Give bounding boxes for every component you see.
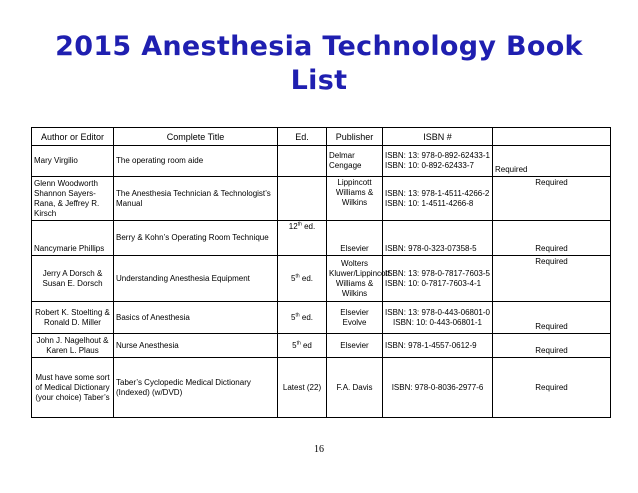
- publisher-cell: Wolters Kluwer/Lippincott Williams & Wilkins: [327, 256, 383, 302]
- header-publisher: Publisher: [327, 128, 383, 146]
- status-cell: Required: [493, 302, 611, 334]
- title-cell: Nurse Anesthesia: [114, 334, 278, 358]
- table-row: [32, 302, 611, 334]
- edition-cell: 5th ed.: [278, 256, 327, 302]
- table-row: [32, 256, 611, 302]
- edition-cell: Latest (22): [278, 358, 327, 418]
- status-cell: Required: [493, 334, 611, 358]
- table-row: [32, 146, 611, 177]
- title-cell: The operating room aide: [114, 146, 278, 177]
- status-cell: Required: [493, 146, 611, 177]
- publisher-cell: Elsevier: [327, 221, 383, 256]
- header-author: Author or Editor: [32, 128, 114, 146]
- publisher-cell: Lippincott Williams & Wilkins: [327, 177, 383, 221]
- header-status: [493, 128, 611, 146]
- table-row: [32, 358, 611, 418]
- edition-cell: [278, 177, 327, 221]
- isbn-cell: ISBN: 978-0-8036-2977-6: [383, 358, 493, 418]
- edition-cell: 12th ed.: [278, 221, 327, 256]
- page-number: 16: [314, 444, 324, 455]
- status-cell: Required: [493, 221, 611, 256]
- title-cell: The Anesthesia Technician & Technologist’s Manual: [114, 177, 278, 221]
- isbn-cell: ISBN: 13: 978-1-4511-4266-2 ISBN: 10: 1-4511-4266-8: [383, 177, 493, 221]
- author-cell: Glenn Woodworth Shannon Sayers-Rana, & Jeffrey R. Kirsch: [32, 177, 114, 221]
- status-cell: Required: [493, 256, 611, 302]
- title-cell: Berry & Kohn’s Operating Room Technique: [114, 221, 278, 256]
- isbn-cell: ISBN: 13: 978-0-892-62433-1 ISBN: 10: 0-892-62433-7: [383, 146, 493, 177]
- edition-cell: 5th ed: [278, 334, 327, 358]
- author-cell: Jerry A Dorsch & Susan E. Dorsch: [32, 256, 114, 302]
- isbn-cell: ISBN: 978-1-4557-0612-9: [383, 334, 493, 358]
- table-header-row: [32, 128, 611, 146]
- edition-cell: 5th ed.: [278, 302, 327, 334]
- status-cell: Required: [493, 177, 611, 221]
- header-title: Complete Title: [114, 128, 278, 146]
- author-cell: Robert K. Stoelting & Ronald D. Miller: [32, 302, 114, 334]
- title-cell: Understanding Anesthesia Equipment: [114, 256, 278, 302]
- isbn-cell: ISBN: 13: 978-0-443-06801-0 ISBN: 10: 0-443-06801-1: [383, 302, 493, 334]
- author-cell: Nancymarie Phillips: [32, 221, 114, 256]
- edition-cell: [278, 146, 327, 177]
- author-cell: Must have some sort of Medical Dictionary (your choice) Taber’s: [32, 358, 114, 418]
- author-cell: John J. Nagelhout & Karen L. Plaus: [32, 334, 114, 358]
- table-row: [32, 221, 611, 256]
- page-title-line-1: 2015 Anesthesia Technology Book: [55, 31, 583, 62]
- header-edition: Ed.: [278, 128, 327, 146]
- publisher-cell: F.A. Davis: [327, 358, 383, 418]
- title-cell: Taber’s Cyclopedic Medical Dictionary (Indexed) (w/DVD): [114, 358, 278, 418]
- publisher-cell: Elsevier Evolve: [327, 302, 383, 334]
- publisher-cell: Delmar Cengage: [327, 146, 383, 177]
- page-title-line-2: List: [290, 65, 348, 96]
- header-isbn: ISBN #: [383, 128, 493, 146]
- author-cell: Mary Virgilio: [32, 146, 114, 177]
- table-row: [32, 334, 611, 358]
- table-row: [32, 177, 611, 221]
- publisher-cell: Elsevier: [327, 334, 383, 358]
- status-cell: Required: [493, 358, 611, 418]
- book-list-table: [31, 127, 611, 418]
- isbn-cell: ISBN: 13: 978-0-7817-7603-5 ISBN: 10: 0-7817-7603-4-1: [383, 256, 493, 302]
- isbn-cell: ISBN: 978-0-323-07358-5: [383, 221, 493, 256]
- title-cell: Basics of Anesthesia: [114, 302, 278, 334]
